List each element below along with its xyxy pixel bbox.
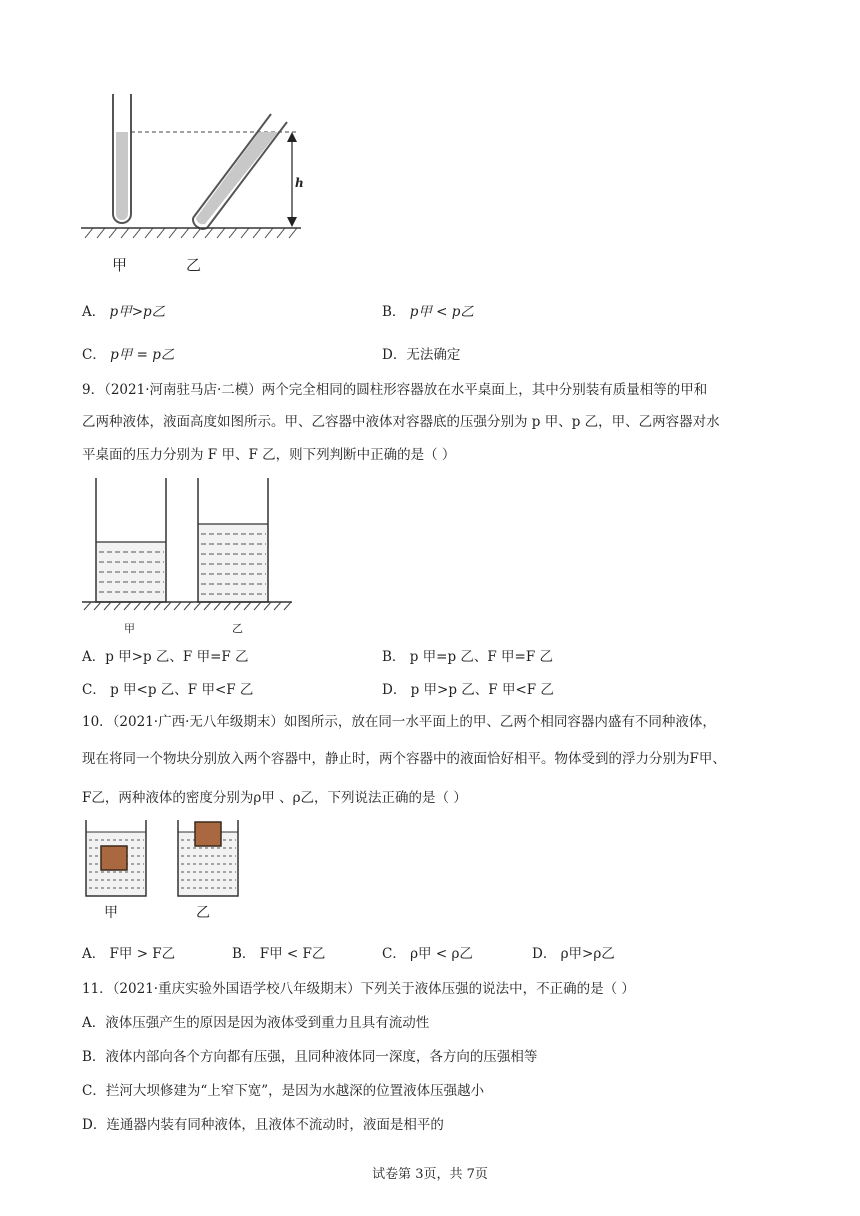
tube-label-jia: 甲 (112, 256, 128, 274)
q9-line-2: 乙两种液体，液面高度如图所示。甲、乙容器中液体对容器底的压强分别为 p 甲、p 乙，甲、乙两容器对水 (82, 414, 720, 430)
q9-fig-label-jia: 甲 (124, 622, 135, 635)
tube-label-yi: 乙 (186, 256, 202, 274)
height-label: h (295, 176, 304, 190)
q8-option-c[interactable]: C． p甲 = p乙 (82, 347, 175, 363)
q11-option-c[interactable]: C．拦河大坝修建为“上窄下宽”，是因为水越深的位置液体压强越小 (82, 1083, 485, 1099)
q10-line-1: 10．（2021·广西·无八年级期末）如图所示，放在同一水平面上的甲、乙两个相同容器内盛有不同种液体， (82, 714, 716, 730)
q11-stem: 11．（2021·重庆实验外国语学校八年级期末）下列关于液体压强的说法中，不正确的是（ ） (82, 981, 635, 997)
page-footer: 试卷第 3页，共 7页 (372, 1167, 488, 1182)
q10-fig-label-jia: 甲 (104, 905, 118, 921)
q10-line-2: 现在将同一个物块分别放入两个容器中，静止时，两个容器中的液面恰好相平。物体受到的浮力分别为F甲、 (82, 751, 726, 767)
q8-option-b[interactable]: B． p甲 < p乙 (382, 304, 474, 320)
q10-fig-label-yi: 乙 (196, 905, 210, 921)
floating-block-figure (82, 812, 252, 902)
q10-option-c[interactable]: C． ρ甲 < ρ乙 (382, 946, 473, 962)
q9-fig-label-yi: 乙 (232, 622, 243, 635)
q11-option-a[interactable]: A．液体压强产生的原因是因为液体受到重力且具有流动性 (82, 1015, 430, 1031)
test-tube-figure (75, 90, 315, 280)
q10-option-b[interactable]: B． F甲 < F乙 (232, 946, 326, 962)
q8-option-d[interactable]: D．无法确定 (382, 347, 461, 363)
q11-option-b[interactable]: B．液体内部向各个方向都有压强，且同种液体同一深度，各方向的压强相等 (82, 1049, 538, 1065)
q10-option-a[interactable]: A． F甲 > F乙 (82, 946, 176, 962)
q9-option-a[interactable]: A．p 甲>p 乙、F 甲=F 乙 (82, 649, 249, 665)
q11-option-d[interactable]: D．连通器内装有同种液体，且液体不流动时，液面是相平的 (82, 1117, 444, 1133)
q9-option-d[interactable]: D． p 甲>p 乙、F 甲<F 乙 (382, 682, 554, 698)
q10-option-d[interactable]: D． ρ甲>ρ乙 (532, 946, 615, 962)
q9-line-1: 9．（2021·河南驻马店·二模）两个完全相同的圆柱形容器放在水平桌面上，其中分别装有质量相等的甲和 (82, 382, 708, 398)
wood-block-yi (195, 822, 221, 846)
cylinder-containers-figure (82, 474, 302, 614)
q9-option-b[interactable]: B． p 甲=p 乙、F 甲=F 乙 (382, 649, 554, 665)
q9-line-3: 平桌面的压力分别为 F 甲、F 乙，则下列判断中正确的是（ ） (82, 447, 456, 463)
q10-line-3: F乙，两种液体的密度分别为ρ甲 、ρ乙，下列说法正确的是（ ） (82, 790, 467, 806)
wood-block-jia (101, 846, 127, 870)
q9-option-c[interactable]: C． p 甲<p 乙、F 甲<F 乙 (82, 682, 254, 698)
q8-option-a[interactable]: A． p甲>p乙 (82, 304, 166, 320)
